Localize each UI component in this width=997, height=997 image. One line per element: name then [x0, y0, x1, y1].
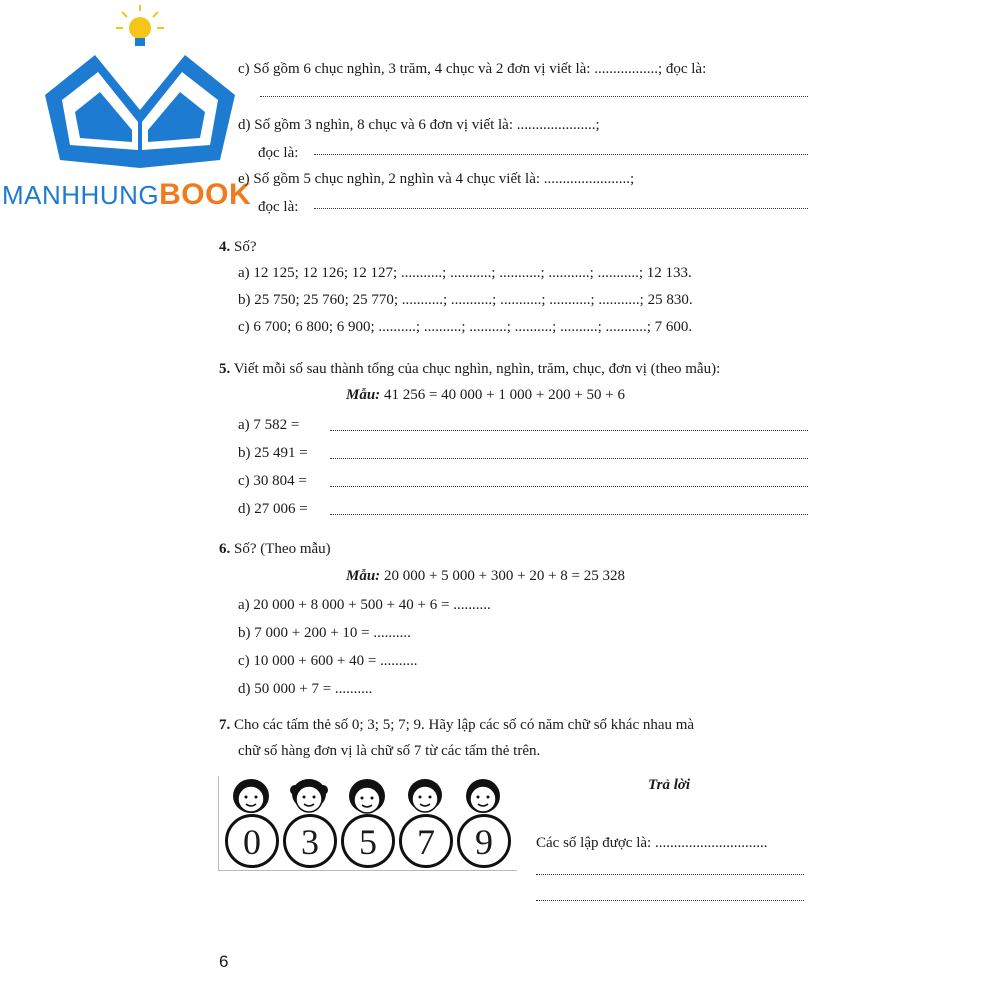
child-face-icon: [345, 776, 389, 818]
child-holding-card: [339, 776, 395, 868]
child-face-icon: [403, 776, 447, 818]
ex7-title-line2: chữ số hàng đơn vị là chữ số 7 từ các tấm thẻ trên.: [238, 743, 541, 759]
ex4-item-c: c) 6 700; 6 800; 6 900; ..........; ..........; ..........; ..........; ..........; ...........; 7 600.: [238, 319, 693, 335]
ex5-item-b: b) 25 491 =: [238, 445, 308, 461]
number-card: 5: [341, 814, 395, 868]
ex6-title: 6. Số? (Theo mẫu): [219, 541, 331, 557]
ex5-title: 5. Viết mỗi số sau thành tổng của chục nghìn, nghìn, trăm, chục, đơn vị (theo mẫu):: [219, 361, 721, 377]
child-face-icon: [229, 776, 273, 818]
book-icon: [0, 0, 290, 180]
answer-line: [314, 208, 808, 209]
answer-line: [536, 874, 804, 875]
number-card: 3: [283, 814, 337, 868]
ex3-item-e-read: đọc là:: [258, 199, 299, 215]
child-holding-card: [281, 776, 337, 868]
lightbulb-icon: [116, 5, 164, 46]
brand-name: MANHHUNGBOOK: [2, 178, 252, 211]
number-card: 0: [225, 814, 279, 868]
ex5-item-a: a) 7 582 =: [238, 417, 300, 433]
child-face-icon: [287, 776, 331, 818]
ex6-item-d: d) 50 000 + 7 = ..........: [238, 681, 373, 697]
answer-line: [260, 96, 808, 97]
ex6-item-a: a) 20 000 + 8 000 + 500 + 40 + 6 = ..........: [238, 597, 491, 613]
number-card: 7: [399, 814, 453, 868]
ex3-item-d-read: đọc là:: [258, 145, 299, 161]
answer-title: Trả lời: [648, 777, 691, 793]
answer-line: [314, 154, 808, 155]
answer-line: [330, 458, 808, 459]
number-card: 9: [457, 814, 511, 868]
ex6-sample: Mẫu: 20 000 + 5 000 + 300 + 20 + 8 = 25 328: [346, 568, 625, 584]
answer-line: [330, 430, 808, 431]
answer-line: [330, 514, 808, 515]
ex3-item-c: c) Số gồm 6 chục nghìn, 3 trăm, 4 chục và 2 đơn vị viết là: .................; đọc là:: [238, 61, 707, 77]
ex4-item-b: b) 25 750; 25 760; 25 770; ...........; ...........; ...........; ...........; ...........; 25 830.: [238, 292, 693, 308]
child-holding-card: [223, 776, 279, 868]
child-holding-card: [455, 776, 511, 868]
answer-label: Các số lập được là: ..............................: [536, 835, 768, 851]
ex6-item-c: c) 10 000 + 600 + 40 = ..........: [238, 653, 418, 669]
ex4-item-a: a) 12 125; 12 126; 12 127; ...........; ...........; ...........; ...........; ...........; 12 133.: [238, 265, 692, 281]
ex5-sample: Mẫu: 41 256 = 40 000 + 1 000 + 200 + 50 + 6: [346, 387, 625, 403]
number-cards-illustration: [218, 776, 517, 871]
ex5-item-d: d) 27 006 =: [238, 501, 308, 517]
child-face-icon: [461, 776, 505, 818]
ex6-item-b: b) 7 000 + 200 + 10 = ..........: [238, 625, 411, 641]
answer-line: [536, 900, 804, 901]
ex3-item-d: d) Số gồm 3 nghìn, 8 chục và 6 đơn vị viết là: .....................;: [238, 117, 600, 133]
ex4-title: 4. Số?: [219, 239, 257, 255]
child-holding-card: [397, 776, 453, 868]
ex3-item-e: e) Số gồm 5 chục nghìn, 2 nghìn và 4 chục viết là: .......................;: [238, 171, 635, 187]
answer-line: [330, 486, 808, 487]
ex7-title: 7. Cho các tấm thẻ số 0; 3; 5; 7; 9. Hãy lập các số có năm chữ số khác nhau mà: [219, 717, 695, 733]
ex5-item-c: c) 30 804 =: [238, 473, 307, 489]
page-number: 6: [219, 952, 229, 971]
brand-logo: [0, 0, 290, 230]
